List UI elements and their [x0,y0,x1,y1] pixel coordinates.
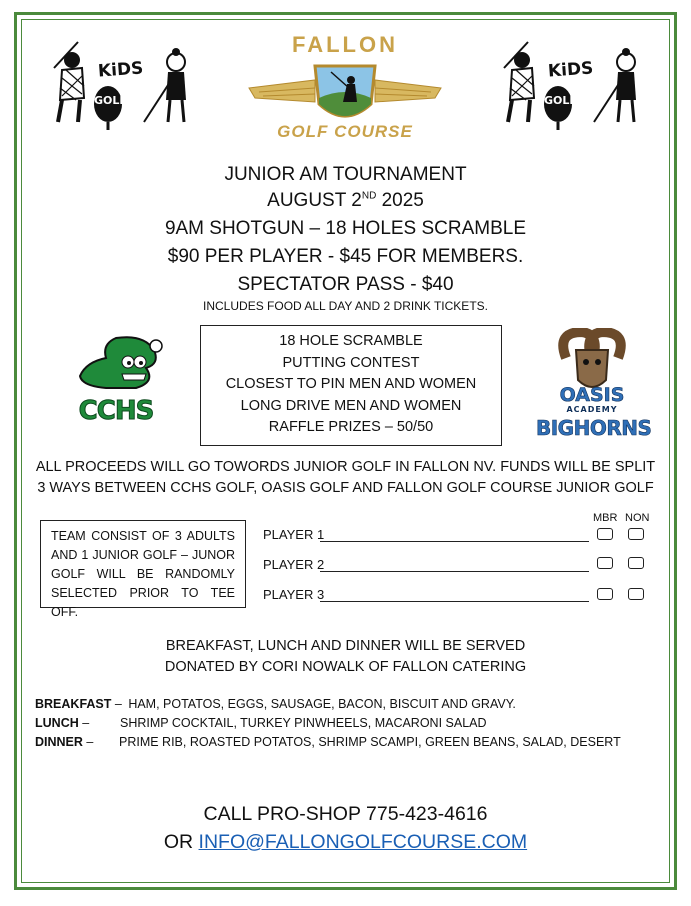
logo-bottom-text: GOLF COURSE [277,122,413,141]
oasis-text: OASIS [559,384,625,406]
academy-text: ACADEMY [566,405,618,414]
player-1-input-line[interactable] [320,541,589,542]
golf-word: GOLF [544,94,577,107]
email-line [0,828,691,856]
menu-breakfast [35,695,665,714]
meal-items: SHRIMP COCKTAIL, TURKEY PINWHEELS, MACARONI SALAD [120,716,487,730]
col-non-header: NON [625,512,650,524]
meals-served: BREAKFAST, LUNCH AND DINNER WILL BE SERVED [165,638,526,654]
logo-top-text: FALLON [292,32,398,57]
kids-golfers-icon [494,38,644,130]
spectator-pass: SPECTATOR PASS - $40 [237,274,454,295]
player-1-mbr-checkbox[interactable] [597,528,613,540]
meal-name: BREAKFAST [35,697,112,711]
tournament-date [0,190,691,212]
kids-golf-badge-left [44,38,194,130]
menu-dinner [35,733,665,752]
catering-credit: DONATED BY CORI NOWALK OF FALLON CATERING [164,659,527,675]
meal-name: DINNER [35,735,83,749]
player-3-input-line[interactable] [320,601,589,602]
proceeds-line-2: 3 WAYS BETWEEN CCHS GOLF, OASIS GOLF AND FALLON GOLF COURSE JUNIOR GOLF [37,480,654,496]
or-text: OR [163,831,199,853]
event-item: LONG DRIVE MEN AND WOMEN [240,397,462,414]
player-2-input-line[interactable] [320,571,589,572]
date-text: AUGUST 2 [267,190,362,211]
kids-golf-badge-right [494,38,644,130]
meal-items: HAM, POTATOS, EGGS, SAUSAGE, BACON, BISCUIT AND GRAVY. [128,697,516,711]
event-item: PUTTING CONTEST [282,354,420,371]
tournament-format: 9AM SHOTGUN – 18 HOLES SCRAMBLE [164,218,527,239]
date-suffix-sup: ND [361,190,377,202]
event-item: CLOSEST TO PIN MEN AND WOMEN [225,376,477,392]
call-pro-shop: CALL PRO-SHOP 775-423-4616 [203,803,488,825]
meal-name: LUNCH [35,716,79,730]
team-note-box: TEAM CONSIST OF 3 ADULTS AND 1 JUNIOR GOLF – JUNOR GOLF WILL BE RANDOMLY SELECTED PRIOR TO TEE OFF. [40,520,246,608]
col-mbr-header: MBR [593,512,618,524]
cchs-logo [66,332,166,432]
player-3-label: PLAYER 3 [263,587,325,602]
fallon-golf-logo [245,28,445,150]
oasis-bighorns-logo [536,328,652,446]
player-3-non-checkbox[interactable] [628,588,644,600]
kids-word: KiDS [97,58,145,82]
cchs-mascot-icon [66,332,166,398]
meal-sep: – [82,735,94,749]
golfer-emblem-icon [245,58,445,130]
player-2-label: PLAYER 2 [263,557,325,572]
player-1-non-checkbox[interactable] [628,528,644,540]
kids-golfers-icon [44,38,194,130]
tournament-price: $90 PER PLAYER - $45 FOR MEMBERS. [167,246,524,267]
date-year: 2025 [376,190,424,211]
includes-note: INCLUDES FOOD ALL DAY AND 2 DRINK TICKETS. [203,299,488,313]
menu-lunch [35,714,665,733]
bighorns-text: BIGHORNS [536,416,652,440]
cchs-text: CCHS [78,396,154,426]
player-2-mbr-checkbox[interactable] [597,557,613,569]
proceeds-line-1: ALL PROCEEDS WILL GO TOWORDS JUNIOR GOLF IN FALLON NV. FUNDS WILL BE SPLIT [35,459,656,475]
golf-word: GOLF [94,94,127,107]
tournament-title: JUNIOR AM TOURNAMENT [224,164,467,185]
email-link[interactable]: INFO@FALLONGOLFCOURSE.COM [198,831,528,853]
meal-sep: – [78,716,90,730]
event-item: RAFFLE PRIZES – 50/50 [268,419,434,435]
player-2-non-checkbox[interactable] [628,557,644,569]
events-box [200,325,502,446]
player-3-mbr-checkbox[interactable] [597,588,613,600]
player-1-label: PLAYER 1 [263,527,325,542]
meal-items: PRIME RIB, ROASTED POTATOS, SHRIMP SCAMPI, GREEN BEANS, SALAD, DESERT [119,735,621,749]
meal-sep: – [111,697,126,711]
event-item: 18 HOLE SCRAMBLE [279,333,423,349]
kids-word: KiDS [547,58,595,82]
